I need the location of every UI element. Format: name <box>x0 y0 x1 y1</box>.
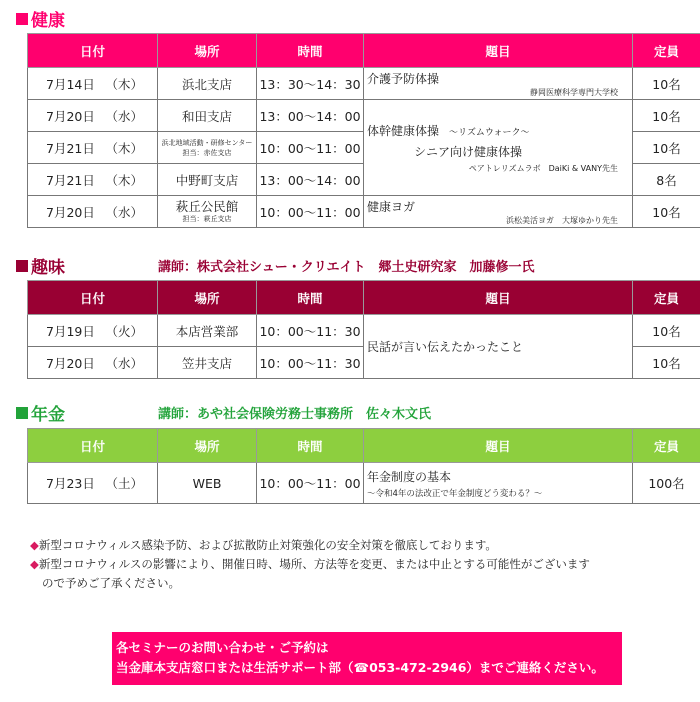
section-title-hobby: 趣味 <box>31 258 65 278</box>
section-square-icon <box>16 13 28 25</box>
date: 7月19日 <box>46 323 95 339</box>
table-header-row <box>28 281 700 315</box>
topic-cell <box>364 315 633 379</box>
date: 7月20日 <box>46 204 95 220</box>
place-cell: WEB <box>158 463 257 504</box>
date: 7月14日 <box>46 76 95 92</box>
date: 7月20日 <box>46 355 95 371</box>
header-date: 日付 <box>28 429 158 463</box>
capacity-cell: 10名 <box>633 68 700 100</box>
header-date: 日付 <box>28 34 158 68</box>
time-cell: 13：30〜14：30 <box>257 68 364 100</box>
note-item <box>30 555 590 574</box>
place-line2: 担当：赤佐支店 <box>182 148 232 157</box>
capacity-cell: 10名 <box>633 100 700 132</box>
capacity-cell: 10名 <box>633 347 700 379</box>
capacity-cell: 10名 <box>633 315 700 347</box>
date-cell <box>28 463 158 504</box>
note-text: 新型コロナウィルス感染予防、および拡散防止対策強化の安全対策を徹底しております。 <box>38 538 497 552</box>
day-of-week: （水） <box>105 204 143 220</box>
topic-cell <box>364 196 633 228</box>
time-cell: 10：00〜11：30 <box>257 315 364 347</box>
place-main: 萩丘公民館 <box>175 199 239 214</box>
topic-suffix: 〜リズムウォーク〜 <box>449 127 530 138</box>
notes <box>30 536 590 593</box>
day-of-week: （火） <box>105 323 143 339</box>
section-heading-health <box>16 6 65 31</box>
capacity-cell: 8名 <box>633 164 700 196</box>
time-cell: 10：00〜11：00 <box>257 132 364 164</box>
capacity-cell: 100名 <box>633 463 700 504</box>
table-row <box>28 196 700 228</box>
contact-box <box>112 632 622 685</box>
hobby-lecturer: 講師：株式会社シュー・クリエイト 郷土史研究家 加藤修一氏 <box>158 260 535 275</box>
date: 7月21日 <box>46 172 95 188</box>
header-place: 場所 <box>158 34 257 68</box>
topic-lecturer: 静岡医療科学専門大学校 <box>530 87 618 97</box>
header-place: 場所 <box>158 429 257 463</box>
header-topic: 題目 <box>364 34 633 68</box>
date-cell <box>28 196 158 228</box>
time-cell: 10：00〜11：00 <box>257 196 364 228</box>
day-of-week: （土） <box>105 476 143 491</box>
section-heading-pension <box>16 400 65 425</box>
capacity-cell: 10名 <box>633 132 700 164</box>
section-heading-hobby <box>16 253 65 278</box>
table-header-row <box>28 429 700 463</box>
topic-main: 年金制度の基本 <box>367 469 452 484</box>
header-time: 時間 <box>257 429 364 463</box>
header-time: 時間 <box>257 34 364 68</box>
date: 7月21日 <box>46 140 95 156</box>
date-cell <box>28 315 158 347</box>
capacity-cell: 10名 <box>633 196 700 228</box>
note-text: 新型コロナウィルスの影響により、開催日時、場所、方法等を変更、または中止とする可能性がございます <box>38 557 590 571</box>
place-cell <box>158 196 257 228</box>
day-of-week: （木） <box>105 172 143 188</box>
place-cell: 浜北支店 <box>158 68 257 100</box>
header-capacity: 定員 <box>633 34 700 68</box>
table-row <box>28 463 700 504</box>
date-cell <box>28 100 158 132</box>
header-date: 日付 <box>28 281 158 315</box>
time-cell: 10：00〜11：30 <box>257 347 364 379</box>
diamond-bullet-icon: ◆ <box>30 557 39 571</box>
table-row <box>28 100 700 132</box>
day-of-week: （水） <box>105 108 143 124</box>
header-topic: 題目 <box>364 429 633 463</box>
header-time: 時間 <box>257 281 364 315</box>
topic-main: 健康ヨガ <box>367 199 416 214</box>
topic-line2: シニア向け健康体操 <box>414 144 523 159</box>
diamond-bullet-icon: ◆ <box>30 538 39 552</box>
date-cell <box>28 164 158 196</box>
note-item <box>30 536 590 555</box>
hobby-table <box>27 280 700 379</box>
date-cell <box>28 347 158 379</box>
topic-cell <box>364 68 633 100</box>
topic-lecturer: ペアトレリズムラボ DaiKi & VANY先生 <box>468 163 618 173</box>
date-cell <box>28 68 158 100</box>
time-cell: 13：00〜14：00 <box>257 100 364 132</box>
topic-main-line <box>364 122 632 139</box>
place-cell: 本店営業部 <box>158 315 257 347</box>
place-line1: 浜北地域活動・研修センター <box>161 138 253 147</box>
contact-line1: 各セミナーのお問い合わせ・ご予約は <box>116 640 329 655</box>
section-square-icon <box>16 260 28 272</box>
section-title-health: 健康 <box>31 11 65 31</box>
place-cell: 中野町支店 <box>158 164 257 196</box>
header-capacity: 定員 <box>633 429 700 463</box>
section-title-pension: 年金 <box>31 405 65 425</box>
day-of-week: （木） <box>105 140 143 156</box>
header-topic: 題目 <box>364 281 633 315</box>
health-table <box>27 33 700 228</box>
time-cell: 13：00〜14：00 <box>257 164 364 196</box>
place-sub: 担当：萩丘支店 <box>182 215 232 223</box>
topic-lecturer: 浜松美活ヨガ 大塚ゆかり先生 <box>506 215 618 225</box>
table-row <box>28 315 700 347</box>
pension-table <box>27 428 700 504</box>
time-cell: 10：00〜11：00 <box>257 463 364 504</box>
place-cell: 和田支店 <box>158 100 257 132</box>
place-cell <box>158 132 257 164</box>
date: 7月23日 <box>46 476 95 491</box>
topic-cell <box>364 463 633 504</box>
day-of-week: （水） <box>105 355 143 371</box>
topic-subtitle: 〜令和4年の法改正で年金制度どう変わる？〜 <box>367 488 543 499</box>
note-continuation: ので予めご了承ください。 <box>42 576 180 590</box>
date-cell <box>28 132 158 164</box>
topic-cell <box>364 100 633 196</box>
pension-lecturer: 講師：あや社会保険労務士事務所 佐々木文氏 <box>158 407 432 422</box>
table-row <box>28 68 700 100</box>
section-square-icon <box>16 407 28 419</box>
topic-main: 体幹健康体操 <box>367 123 440 138</box>
header-place: 場所 <box>158 281 257 315</box>
table-header-row <box>28 34 700 68</box>
day-of-week: （木） <box>105 76 143 92</box>
contact-line2: 当金庫本支店窓口または生活サポート部（☎053-472-2946）までご連絡ください。 <box>116 660 604 675</box>
date: 7月20日 <box>46 108 95 124</box>
topic-main: 民話が言い伝えたかったこと <box>367 340 524 354</box>
topic-main: 介護予防体操 <box>367 71 440 86</box>
place-cell: 笠井支店 <box>158 347 257 379</box>
header-capacity: 定員 <box>633 281 700 315</box>
